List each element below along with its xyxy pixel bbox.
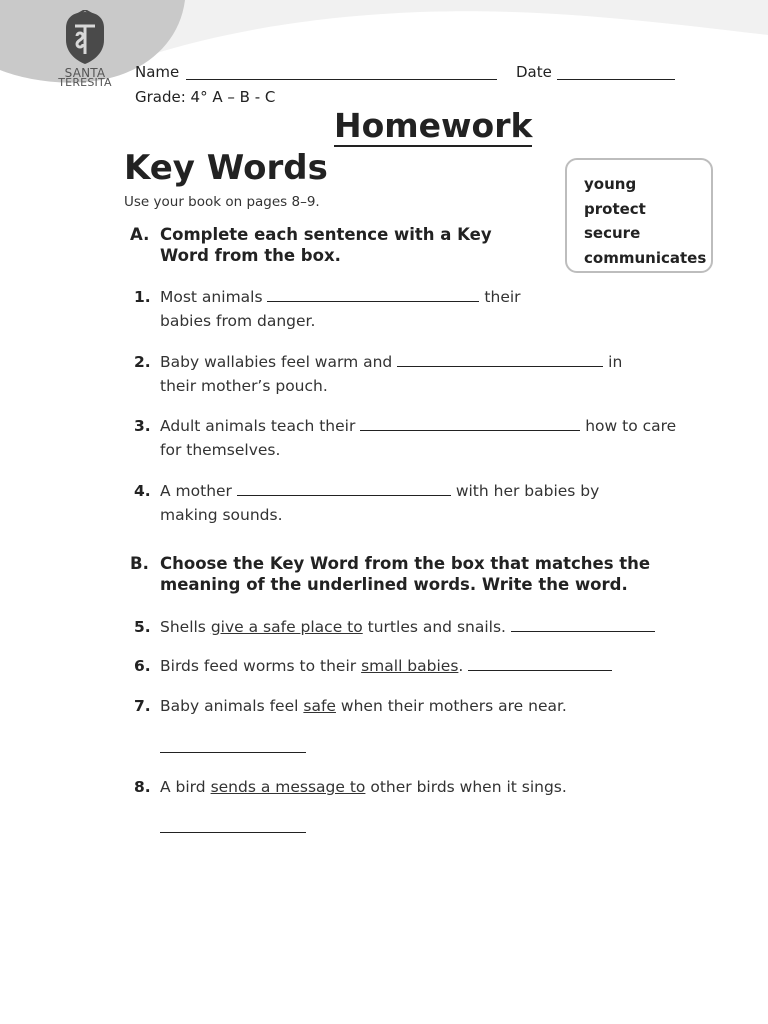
underlined-phrase: safe xyxy=(303,697,336,715)
part-b-label: B. xyxy=(130,554,149,573)
question-text: other birds when it sings. xyxy=(370,778,567,796)
answer-blank[interactable] xyxy=(397,352,603,367)
answer-blank[interactable] xyxy=(237,481,451,496)
instruction-text: Use your book on pages 8–9. xyxy=(124,194,320,210)
key-word: secure xyxy=(584,224,641,242)
part-a-label: A. xyxy=(130,225,150,244)
question-text: A mother xyxy=(160,482,232,500)
question-7 xyxy=(134,694,567,718)
header-background-shape xyxy=(0,0,768,120)
name-label: Name xyxy=(135,63,180,81)
question-text: . xyxy=(458,657,464,675)
school-name-line1: SANTA xyxy=(64,66,106,80)
key-word: protect xyxy=(584,199,646,218)
date-line[interactable] xyxy=(557,63,675,80)
question-number: 5. xyxy=(134,618,151,636)
question-text: Baby animals feel xyxy=(160,697,299,715)
page-title: Homework xyxy=(334,106,533,145)
answer-blank[interactable] xyxy=(360,416,580,431)
question-number: 4. xyxy=(134,482,151,500)
key-word: communicates xyxy=(584,248,707,267)
question-6 xyxy=(134,654,612,678)
question-text: when their mothers are near. xyxy=(340,697,567,715)
question-number: 7. xyxy=(134,697,151,715)
question-text: Most animals xyxy=(160,288,263,306)
section-title: Key Words xyxy=(124,148,328,188)
question-number: 8. xyxy=(134,778,151,796)
school-name-line2: TERESITA xyxy=(58,76,112,89)
question-1 xyxy=(134,285,521,333)
part-a-heading xyxy=(130,224,530,266)
answer-blank[interactable] xyxy=(160,832,306,833)
question-text: Baby wallabies feel warm and xyxy=(160,353,393,371)
answer-blank[interactable] xyxy=(511,617,655,632)
name-line[interactable] xyxy=(186,63,497,80)
school-logo xyxy=(55,10,115,88)
underlined-phrase: give a safe place to xyxy=(210,618,363,636)
part-b-heading xyxy=(130,553,720,595)
question-text: making sounds. xyxy=(160,506,283,524)
question-text: Adult animals teach their xyxy=(160,417,356,435)
question-5 xyxy=(134,615,655,639)
grade-label: Grade: 4° A – B - C xyxy=(135,88,276,106)
question-text: turtles and snails. xyxy=(367,618,506,636)
key-word: young xyxy=(584,175,637,193)
question-number: 6. xyxy=(134,657,151,675)
question-text: how to care xyxy=(585,417,677,435)
question-3 xyxy=(134,414,676,462)
question-text: Shells xyxy=(160,618,206,636)
answer-blank[interactable] xyxy=(160,752,306,753)
question-number: 1. xyxy=(134,288,151,306)
underlined-phrase: sends a message to xyxy=(210,778,366,796)
question-text: with her babies by xyxy=(455,482,600,500)
question-text: babies from danger. xyxy=(160,312,316,330)
question-number: 3. xyxy=(134,417,151,435)
question-text: in xyxy=(608,353,623,371)
question-text: their xyxy=(484,288,521,306)
part-b-text: Choose the Key Word from the box that matches the meaning of the underlined words. Write the word. xyxy=(160,554,651,594)
question-text: for themselves. xyxy=(160,441,281,459)
underlined-phrase: small babies xyxy=(361,657,459,675)
date-label: Date xyxy=(516,63,552,81)
question-8 xyxy=(134,775,567,799)
part-a-text: Complete each sentence with a Key Word from the box. xyxy=(160,225,492,265)
question-text: A bird xyxy=(160,778,206,796)
answer-blank[interactable] xyxy=(468,656,612,671)
question-4 xyxy=(134,479,599,527)
key-word-box xyxy=(565,158,713,273)
question-number: 2. xyxy=(134,353,151,371)
question-text: Birds feed worms to their xyxy=(160,657,357,675)
question-2 xyxy=(134,350,622,398)
question-text: their mother’s pouch. xyxy=(160,377,328,395)
answer-blank[interactable] xyxy=(267,287,479,302)
shield-icon xyxy=(63,10,107,66)
